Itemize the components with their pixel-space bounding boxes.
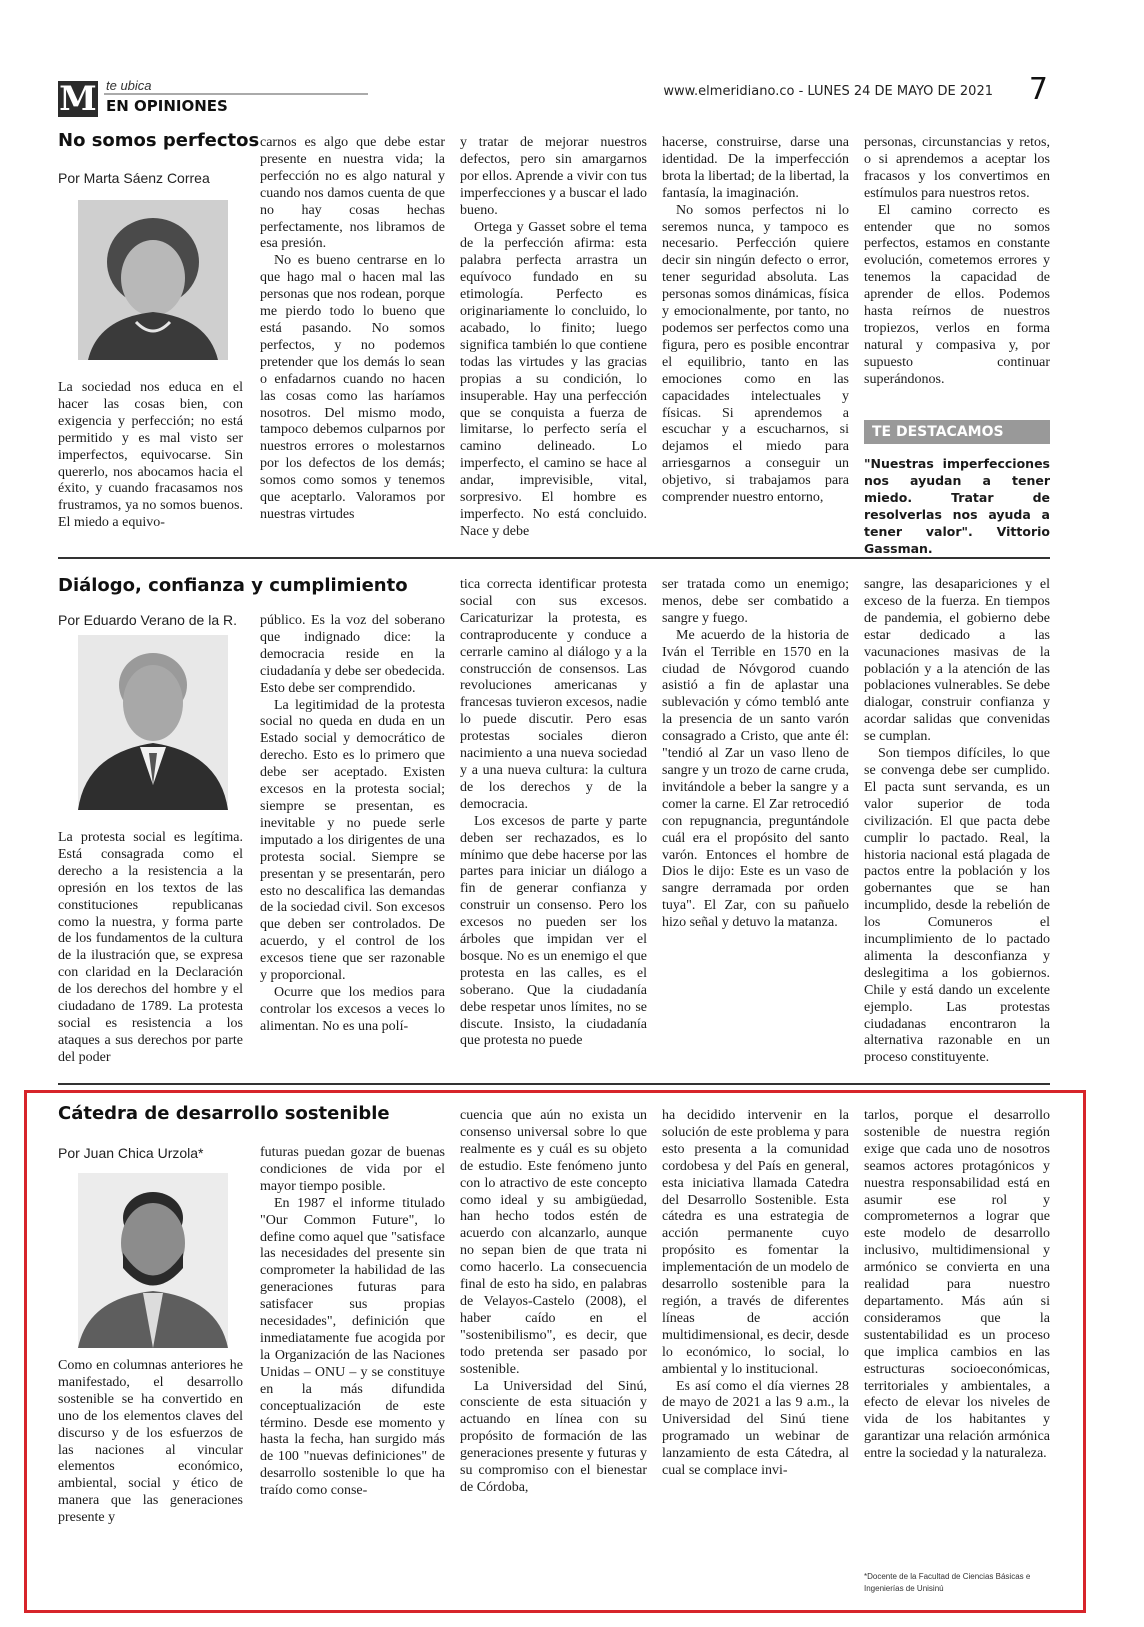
article-column: personas, circunstancias y retos, o si aprendemos a aceptar los fracasos y los convertimos en estímulos para nuestros retos. El camino correcto es entender que no somos perfectos, estamos en constante evolución, cometemos errores y tenemos la capacidad de aprender de ellos. Podemos hasta reírnos de nuestros tropiezos, verlos en forma natural y compasiva y, por supuesto continuar superándonos. bbox=[864, 135, 1050, 387]
article-column: cuencia que aún no exista un consenso universal sobre lo que realmente es y cuál es su objeto de estudio. Este fenómeno junto con lo atractivo de este concepto como ideal y su ambigüedad, han hecho todos estén de acuerdo con alcanzarlo, aunque no sepan bien de que trata ni como hacerlo. La consecuencia final de esto ha sido, en palabras de Velayos-Castelo (2008), el haber caído en el "sostenibilismo", es decir, que todo pretenda ser pasado por sostenible. La Universidad del Sinú, consciente de esta situación y actuando en línea con su propósito de formación de las generaciones presente y futuras y su compromiso con el bienestar de Córdoba, bbox=[460, 1108, 647, 1495]
author-footnote: *Docente de la Facultad de Ciencias Básicas e Ingenierías de Unisinú bbox=[864, 1572, 1031, 1593]
article-title: No somos perfectos bbox=[58, 130, 260, 151]
article-byline: Por Eduardo Verano de la R. bbox=[58, 612, 238, 628]
article-column: público. Es la voz del soberano que indignado dice: la democracia reside en la ciudadanía y debe ser obedecida. Esto debe ser comprendido. La legitimidad de la protesta social no queda en duda en un Estado social y democrático de derecho. Esto es lo primero que debe ser aceptado. Existen excesos en la protesta social; siempre se presentan, es inevitable y no puede serle imputado a los dirigentes de una protesta social. Siempre se presentan y se presentarán, pero esto no descalifica las demandas de la sociedad civil. Son excesos que deben ser controlados. De acuerdo, y el control de los excesos tiene que ser razonable y proporcional. Ocurre que los medios para controlar los excesos a veces lo alimentan. No es una polí- bbox=[260, 613, 445, 1034]
article-column: hacerse, construirse, darse una identidad. De la imperfección brota la libertad; de la libertad, la fantasía, la imaginación. No somos perfectos ni lo seremos nunca, y tampoco es necesario. Perfección quiere decir sin ningún defecto o error, tener seguridad absoluta. Las personas somos dinámicas, física y emocionalmente, por tanto, no podemos ser perfectos como una figura, pero es posible encontrar el equilibrio, tanto en las emociones como en las capacidades intelectuales y físicas. Si aprendemos a escuchar y a escucharnos, si dejamos el miedo para arriesgarnos a conseguir un objetivo, si trabajamos para comprender nuestro entorno, bbox=[662, 135, 849, 506]
dateline: www.elmeridiano.co - LUNES 24 DE MAYO DE 2021 bbox=[663, 84, 993, 99]
highlight-quote: "Nuestras imperfecciones nos ayudan a tener miedo. Tratar de resolverlas nos ayuda a tener valor". Vittorio Gassman. bbox=[864, 456, 1050, 556]
article-title: Cátedra de desarrollo sostenible bbox=[58, 1103, 390, 1124]
article-column: La protesta social es legítima. Está consagrada como el derecho a la resistencia a la opresión en los textos de las constituciones republicanas como la nuestra, y forma parte de los fundamentos de la cultura de la ilustración que, se expresa con claridad en la Declaración de los derechos del hombre y el ciudadano de 1789. La protesta social es resistencia a los ataques a sus derechos por parte del poder bbox=[58, 830, 243, 1065]
highlight-frame bbox=[24, 1090, 1086, 1613]
article-column: ha decidido intervenir en la solución de este problema y para esto presenta a la comunidad cordobesa y del País en general, esta iniciativa llamada Catedra del Desarrollo Sostenible. Esta cátedra es una estrategia de acción permanente cuyo propósito es fomentar la implementación de un modelo de desarrollo sostenible para la región, a través de diferentes líneas de acción multidimensional, es decir, desde lo económico, lo social, lo ambiental y lo institucional. Es así como el día viernes 28 de mayo de 2021 a las 9 a.m., la Universidad del Sinú tiene programado un webinar de lanzamiento de esta Cátedra, al cual se complace invi- bbox=[662, 1108, 849, 1479]
page-header bbox=[58, 72, 1048, 124]
article-title: Diálogo, confianza y cumplimiento bbox=[58, 575, 408, 596]
article-column: Como en columnas anteriores he manifestado, el desarrollo sostenible se ha convertido en uno de los elementos claves del discurso y de los esfuerzos de las naciones al vincular elementos económico, ambiental, social y ético de manera que las generaciones presente y bbox=[58, 1358, 243, 1526]
author-photo bbox=[78, 635, 228, 810]
el-meridiano-logo[interactable]: M bbox=[59, 79, 97, 119]
page-number: 7 bbox=[1028, 72, 1048, 107]
article-divider bbox=[58, 1083, 1050, 1085]
article-column: La sociedad nos educa en el hacer las cosas bien, con exigencia y perfección; no está permitido y es mal visto ser imperfectos, equivocarse. Sin quererlo, nos abocamos hacia el éxito, y cuando fracasamos nos frustramos, ya no somos buenos. El miedo a equivo- bbox=[58, 380, 243, 531]
article-no-somos-perfectos bbox=[58, 130, 1088, 556]
article-column: tarlos, porque el desarrollo sostenible de nuestra región exige que cada uno de nosotros seamos actores protagónicos y nuestra responsabilidad está en asumir ese rol y comprometernos a lograr que este modelo de desarrollo inclusivo, multidimensional y armónico se convierta en una realidad para nuestro departamento. Más aún si consideramos que la sustentabilidad es un proceso que implica cambios en las estructuras socioeconómicas, territoriales y ambientales, a efecto de elevar los niveles de vida de los habitantes y garantizar una relación armónica entre la sociedad y la naturaleza. bbox=[864, 1108, 1050, 1462]
article-divider bbox=[58, 557, 1050, 559]
article-column: sangre, las desapariciones y el exceso de la fuerza. En tiempos de pandemia, el gobierno debe estar dedicado a las vacunaciones masivas de la población y a la atención de las poblaciones vulnerables. Se debe dialogar, construir confianza y acordar salidas que convenidas se cumplan. Son tiempos difíciles, lo que se convenga debe ser cumplido. El pacta sunt servanda, es un valor superior de toda civilización. El que pacta debe cumplir lo pactado. Real, la historia nacional está plagada de pactos entre la población y los gobernantes que se han incumplido, desde la rebelión de los Comuneros el incumplimiento de lo pactado alimenta la desconfianza y deslegitima a los gobiernos. Chile y está dando un excelente ejemplo. Las protestas ciudadanas encontraron la alternativa razonable en un proceso constituyente. bbox=[864, 577, 1050, 1066]
article-column: futuras puedan gozar de buenas condiciones de vida por el mayor tiempo posible. En 1987 el informe titulado "Our Common Future", lo define como aquel que "satisface las necesidades del presente sin comprometer la habilidad de las generaciones futuras para satisfacer sus propias necesidades", definición que inmediatamente fue acogida por la Organización de las Naciones Unidas – ONU – y se constituye en la más difundida conceptualización de este término. Desde ese momento y hasta la fecha, han surgido más de 100 "nuevas definiciones" de desarrollo sostenible lo que ha traído como conse- bbox=[260, 1145, 445, 1499]
author-photo bbox=[78, 200, 228, 360]
article-dialogo-confianza bbox=[58, 575, 1088, 1075]
header-tagline: te ubica bbox=[106, 78, 152, 93]
article-byline: Por Marta Sáenz Correa bbox=[58, 170, 210, 186]
header-divider bbox=[104, 93, 368, 95]
article-column: y tratar de mejorar nuestros defectos, pero sin amargarnos por ellos. Aprende a vivir con tus imperfecciones y a buscar el lado bueno. Ortega y Gasset sobre el tema de la perfección afirma: esta palabra perfecta arrastra un equívoco fundado en su etimología. Perfecto es originariamente lo concluido, lo acabado, lo finito; luego significa también lo que contiene todas las virtudes y las gracias propias a su condición, lo insuperable. Hay una perfección que se conquista a fuerza de limitarse, lo perfecto sería el camino delineado. Lo imperfecto, el camino se hace al andar, imprevisible, vital, sorpresivo. El hombre es imperfecto. No está concluido. Nace y debe bbox=[460, 135, 647, 539]
section-name: EN OPINIONES bbox=[106, 97, 228, 115]
article-column: carnos es algo que debe estar presente en nuestra vida; la perfección no es algo natural y cuando nos damos cuenta de que no hay cosas hechas perfectamente, nos libramos de esa presión. No es bueno centrarse en lo que hago mal o hacen mal las personas que nos rodean, porque me pierdo todo lo bueno que está pasando. No somos perfectos, y no podemos pretender que los demás lo sean o enfadarnos cuando no hacen las cosas como las haríamos nosotros. Del mismo modo, tampoco debemos culparnos por nuestros errores o molestarnos por los defectos de los demás; somos como somos y tenemos que aceptarlo. Valoramos por nuestras virtudes bbox=[260, 135, 445, 522]
article-column: ser tratada como un enemigo; menos, debe ser combatido a sangre y fuego. Me acuerdo de la historia de Iván el Terrible en 1570 en la ciudad de Nóvgorod cuando asistió a fin de aplastar una sublevación y cómo tembló ante la presencia de un santo varón consagrado a Cristo, que ante él: "tendió al Zar un vaso lleno de sangre y un trozo de carne cruda, invitándole a beber la sangre y a comer la carne. El Zar retrocedió con repugnancia, preguntándole cuál era el propósito del santo varón. Entonces el hombre de Dios le dijo: Este es un vaso de sangre derramada por orden tuya". El Zar, con su pañuelo hizo señal y detuvo la matanza. bbox=[662, 577, 849, 931]
article-byline: Por Juan Chica Urzola* bbox=[58, 1145, 204, 1161]
article-column: tica correcta identificar protesta social con sus excesos. Caricaturizar la protesta, es contraproducente y conduce a cerrarle camino al diálogo y a la construcción de consensos. Las revoluciones americanas y francesas tuvieron excesos, nadie lo puede discutir. Pero esas protestas sociales dieron nacimiento a una nueva sociedad y a una nueva cultura: la cultura de los derechos y de la democracia. Los excesos de parte y parte deben ser rechazados, es lo mínimo que debe hacerse por las partes para iniciar un diálogo a fin de generar confianza y construir un consenso. Pero los excesos no pueden ser los árboles que impidan ver el bosque. No es un enemigo el que protesta en las calles, es el soberano. Que la ciudadanía debe respetar unos límites, no se discute. Insisto, la ciudadanía que protesta no puede bbox=[460, 577, 647, 1049]
highlight-heading: TE DESTACAMOS bbox=[864, 420, 1050, 444]
